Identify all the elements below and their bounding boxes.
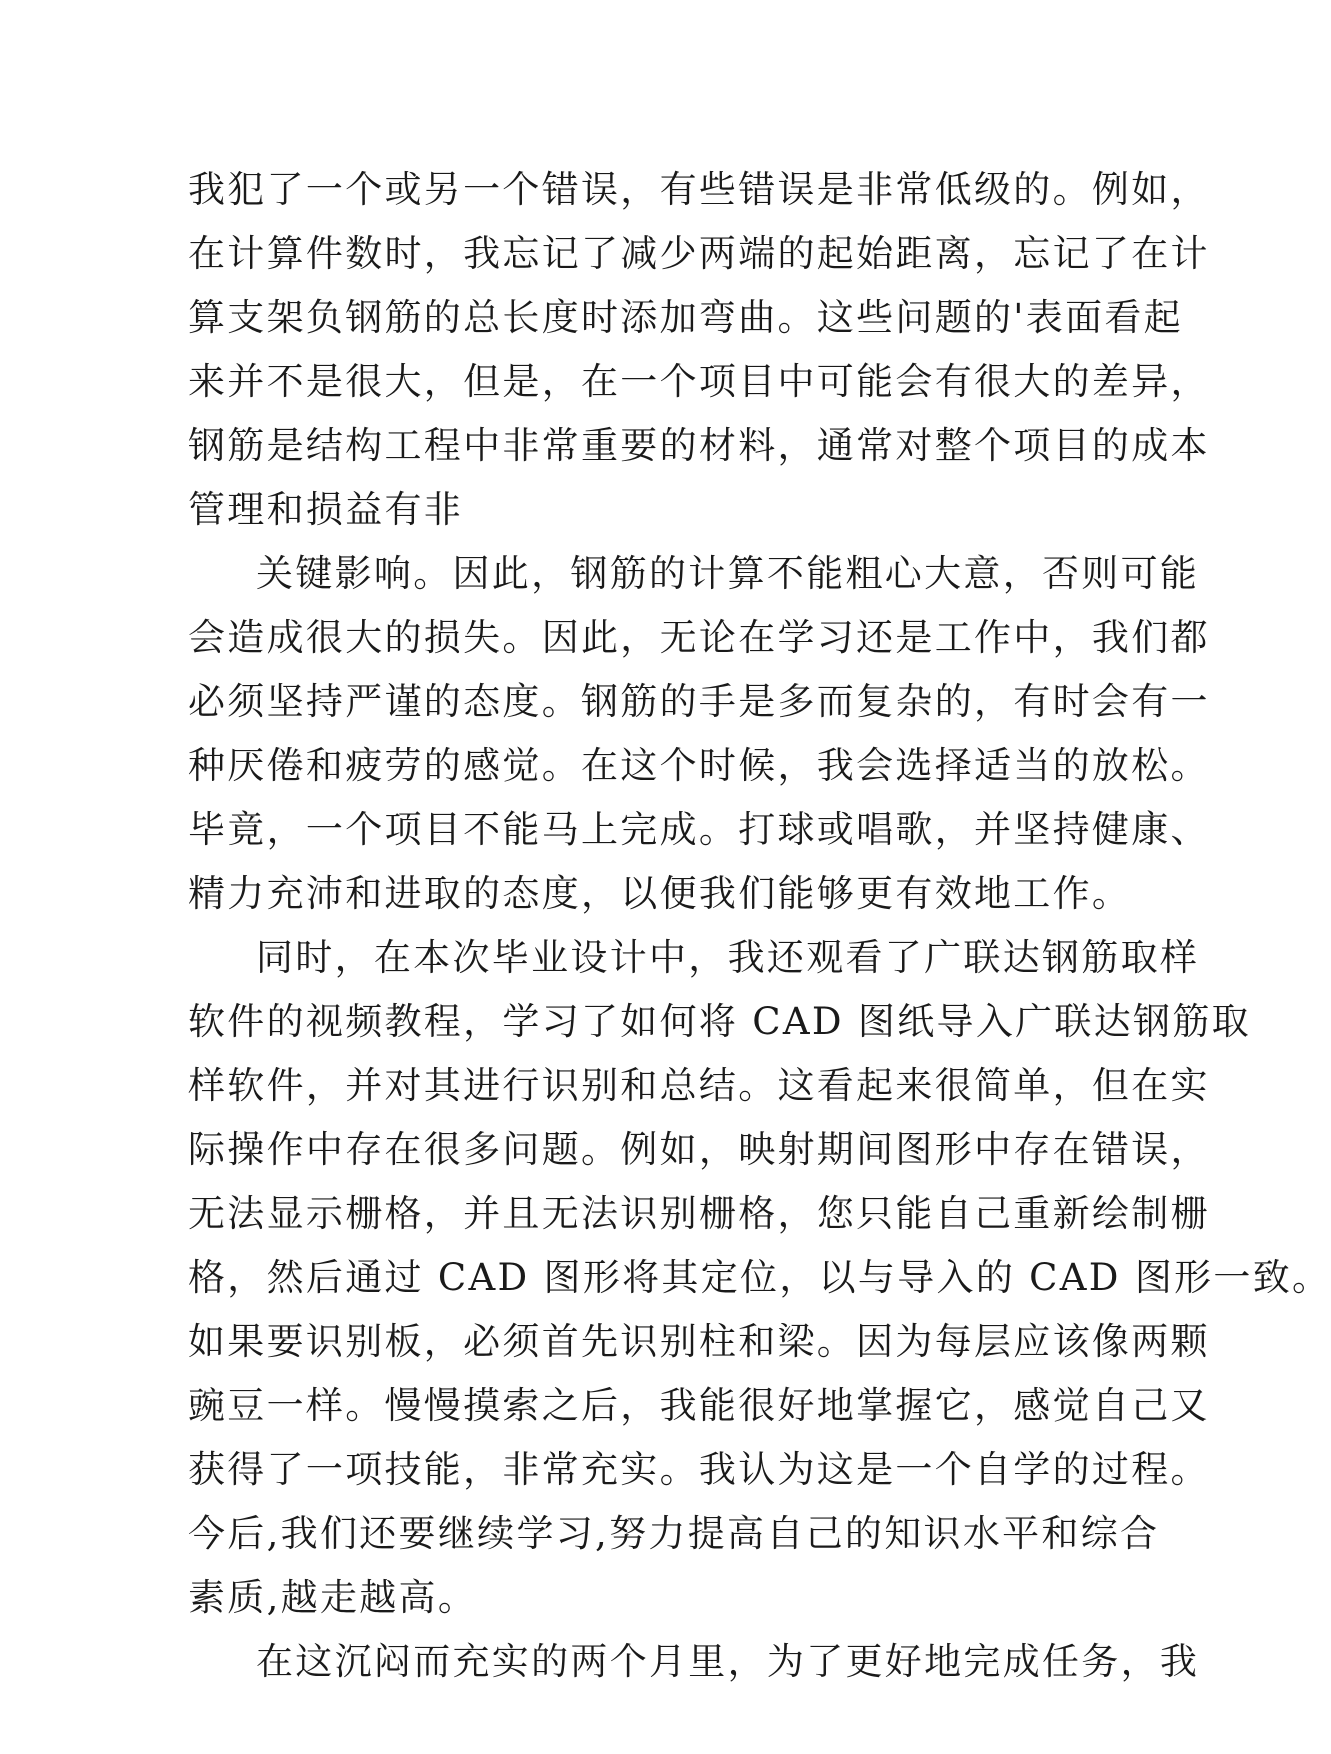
text-line: 格，然后通过 CAD 图形将其定位，以与导入的 CAD 图形一致。 (188, 1256, 1331, 1299)
text-line: 毕竟，一个项目不能马上完成。打球或唱歌，并坚持健康、 (188, 808, 1210, 851)
text-line: 种厌倦和疲劳的感觉。在这个时候，我会选择适当的放松。 (188, 744, 1210, 787)
text-line: 软件的视频教程，学习了如何将 CAD 图纸导入广联达钢筋取 (188, 1000, 1251, 1043)
paragraph-first-line: 在这沉闷而充实的两个月里，为了更好地完成任务，我 (256, 1640, 1200, 1683)
text-line: 如果要识别板，必须首先识别柱和梁。因为每层应该像两颗 (188, 1320, 1210, 1363)
text-line: 在计算件数时，我忘记了减少两端的起始距离，忘记了在计 (188, 232, 1210, 275)
text-line: 豌豆一样。慢慢摸索之后，我能很好地掌握它，感觉自己又 (188, 1384, 1210, 1427)
text-line: 获得了一项技能，非常充实。我认为这是一个自学的过程。 (188, 1448, 1210, 1491)
paragraph-first-line: 同时，在本次毕业设计中，我还观看了广联达钢筋取样 (256, 936, 1200, 979)
text-line: 管理和损益有非 (188, 488, 464, 531)
text-line: 无法显示栅格，并且无法识别栅格，您只能自己重新绘制栅 (188, 1192, 1210, 1235)
text-line: 素质,越走越高。 (188, 1576, 478, 1619)
text-line: 我犯了一个或另一个错误，有些错误是非常低级的。例如， (188, 168, 1210, 211)
paragraph-first-line: 关键影响。因此，钢筋的计算不能粗心大意，否则可能 (256, 552, 1200, 595)
text-line: 际操作中存在很多问题。例如，映射期间图形中存在错误， (188, 1128, 1210, 1171)
text-line: 算支架负钢筋的总长度时添加弯曲。这些问题的'表面看起 (188, 296, 1183, 339)
text-line: 精力充沛和进取的态度，以便我们能够更有效地工作。 (188, 872, 1132, 915)
body-text (188, 158, 1331, 1694)
text-line: 今后,我们还要继续学习,努力提高自己的知识水平和综合 (188, 1512, 1160, 1555)
text-line: 钢筋是结构工程中非常重要的材料，通常对整个项目的成本 (188, 424, 1210, 467)
text-line: 必须坚持严谨的态度。钢筋的手是多而复杂的，有时会有一 (188, 680, 1210, 723)
text-line: 样软件，并对其进行识别和总结。这看起来很简单，但在实 (188, 1064, 1210, 1107)
text-line: 来并不是很大，但是，在一个项目中可能会有很大的差异， (188, 360, 1210, 403)
text-line: 会造成很大的损失。因此，无论在学习还是工作中，我们都 (188, 616, 1210, 659)
